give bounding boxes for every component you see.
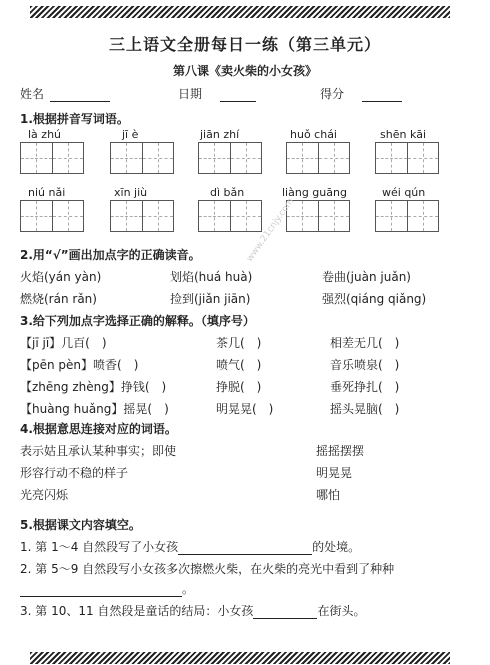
definition-item[interactable]: 喷气( ) xyxy=(216,358,262,372)
pinyin-label: jiān zhí xyxy=(200,128,240,141)
section-4-heading: 4.根据意思连接对应的词语。 xyxy=(20,422,177,436)
meaning-item[interactable]: 表示姑且承认某种事实；即使 xyxy=(20,444,177,458)
score-field: 得分 xyxy=(320,85,402,102)
fill-blank[interactable] xyxy=(253,618,317,619)
fill-blank[interactable] xyxy=(178,554,312,555)
fill-line-2b: 。 xyxy=(20,580,194,597)
word-item[interactable]: 明晃晃 xyxy=(316,466,353,480)
reading-choice[interactable]: 强烈(qiáng qiǎng) xyxy=(322,292,427,306)
writing-grid[interactable] xyxy=(110,142,174,174)
definition-item[interactable]: 【huàng huǎng】摇晃( ) xyxy=(20,402,169,416)
section-1-heading: 1.根据拼音写词语。 xyxy=(20,112,129,126)
fill-line-1: 1. 第 1～4 自然段写了小女孩 的处境。 xyxy=(20,540,361,554)
fill-line-2: 2. 第 5～9 自然段写小女孩多次擦燃火柴，在火柴的亮光中看到了种种 xyxy=(20,562,395,576)
definition-item[interactable]: 相差无几( ) xyxy=(330,336,400,350)
writing-grid[interactable] xyxy=(375,142,439,174)
reading-choice[interactable]: 燃烧(rán rǎn) xyxy=(20,292,97,306)
section-2-heading: 2.用“√”画出加点字的正确读音。 xyxy=(20,248,201,262)
definition-item[interactable]: 明晃晃( ) xyxy=(216,402,274,416)
pinyin-label: là zhú xyxy=(28,128,62,141)
writing-grid[interactable] xyxy=(286,142,350,174)
writing-grid[interactable] xyxy=(20,200,84,232)
writing-grid[interactable] xyxy=(198,200,262,232)
pinyin-label: dì bǎn xyxy=(210,186,245,199)
section-3-heading: 3.给下列加点字选择正确的解释。（填序号） xyxy=(20,314,255,328)
page-title: 三上语文全册每日一练（第三单元） xyxy=(108,35,381,54)
lesson-subtitle: 第八课《卖火柴的小女孩》 xyxy=(172,64,317,78)
fill-line-3: 3. 第 10、11 自然段是童话的结局：小女孩 在街头。 xyxy=(20,604,366,618)
definition-item[interactable]: 【zhēng zhèng】挣钱( ) xyxy=(20,380,167,394)
pinyin-label: huǒ chái xyxy=(290,128,337,141)
writing-grid[interactable] xyxy=(286,200,350,232)
pinyin-label: xīn jiù xyxy=(114,186,148,199)
reading-choice[interactable]: 卷曲(juàn juǎn) xyxy=(322,270,411,284)
writing-grid[interactable] xyxy=(375,200,439,232)
definition-item[interactable]: 垂死挣扎( ) xyxy=(330,380,400,394)
name-field: 姓名 xyxy=(20,85,110,102)
definition-item[interactable]: 摇头晃脑( ) xyxy=(330,402,400,416)
pinyin-label: shēn kāi xyxy=(380,128,427,141)
section-5-heading: 5.根据课文内容填空。 xyxy=(20,518,141,532)
definition-item[interactable]: 音乐喷泉( ) xyxy=(330,358,400,372)
definition-item[interactable]: 【jī jī】几百( ) xyxy=(20,336,107,350)
definition-item[interactable]: 茶几( ) xyxy=(216,336,262,350)
pinyin-label: liàng guāng xyxy=(282,186,347,199)
reading-choice[interactable]: 火焰(yán yàn) xyxy=(20,270,102,284)
reading-choice[interactable]: 划焰(huá huà) xyxy=(170,270,253,284)
top-decorative-border xyxy=(30,6,450,18)
writing-grid[interactable] xyxy=(198,142,262,174)
definition-item[interactable]: 【pēn pèn】喷香( ) xyxy=(20,358,139,372)
pinyin-label: wéi qún xyxy=(382,186,426,199)
bottom-decorative-border xyxy=(30,652,450,664)
definition-item[interactable]: 挣脱( ) xyxy=(216,380,262,394)
meaning-item[interactable]: 形容行动不稳的样子 xyxy=(20,466,129,480)
word-item[interactable]: 哪怕 xyxy=(316,488,341,502)
pinyin-label: niú nǎi xyxy=(28,186,66,199)
pinyin-label: jī è xyxy=(122,128,139,141)
date-field: 日期 xyxy=(178,85,256,102)
meaning-item[interactable]: 光亮闪烁 xyxy=(20,488,69,502)
writing-grid[interactable] xyxy=(20,142,84,174)
reading-choice[interactable]: 捡到(jiǎn jiān) xyxy=(170,292,251,306)
watermark: www.21cnjy.com xyxy=(245,196,297,264)
fill-blank[interactable] xyxy=(20,596,182,597)
word-item[interactable]: 摇摇摆摆 xyxy=(316,444,365,458)
writing-grid[interactable] xyxy=(110,200,174,232)
